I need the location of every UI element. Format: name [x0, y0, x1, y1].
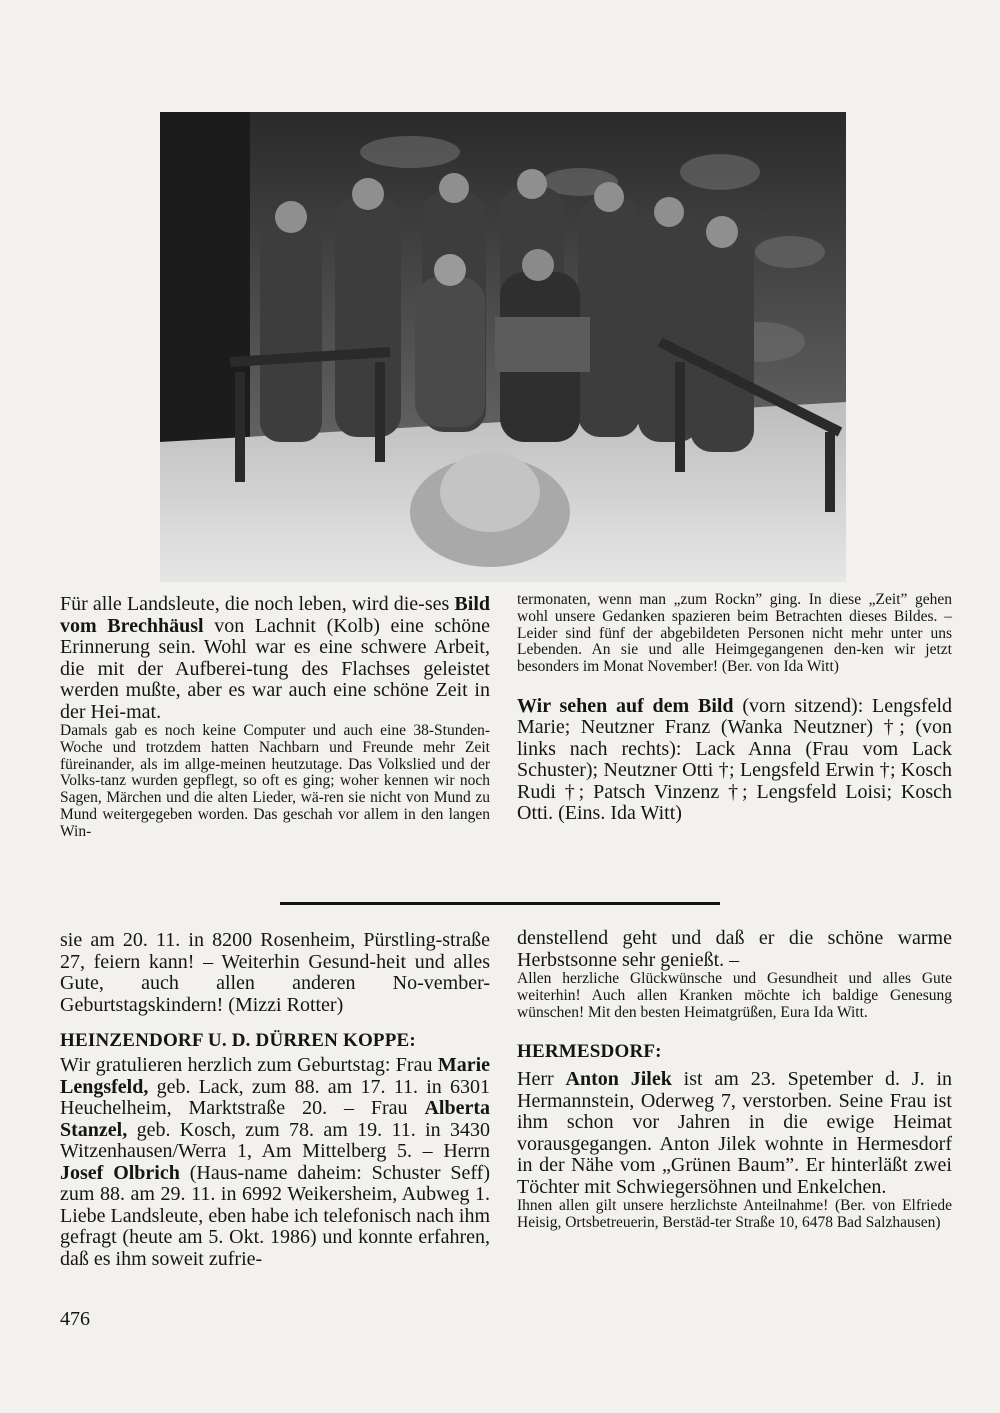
obituary-paragraph: Herr Anton Jilek ist am 23. Spetember d. J. in Hermannstein, Oderweg 7, verstorben. Seine Frau ist ihm schon vor Jahren in die ewige Heimat vorausgegangen. Anton Jilek wohnte in Hermesdorf in der Nähe vom „Grünen Baum”. Er hinterläßt zwei Töchter mit Schwiegersöhnen und Enkelchen. — [517, 1068, 953, 1198]
intro-paragraph: Für alle Landsleute, die noch leben, wird die-ses Bild vom Brechhäusl von Lachnit (Kolb) eine schöne Erinnerung sein. Wohl war es eine schwere Arbeit, die mit der Aufberei-tung des Flachses geleistet werden mußte, aber es war auch eine schöne Zeit in der Hei-mat. — [60, 593, 490, 723]
top-right-column — [517, 592, 952, 825]
continuation-paragraph: denstellend geht und daß er die schöne warme Herbstsonne sehr genießt. – — [517, 927, 952, 971]
birthday-paragraph: Wir gratulieren herzlich zum Geburtstag: Frau Marie Lengsfeld, geb. Lack, zum 88. am 17. 11. in 6301 Heuchelheim, Marktstraße 20. – Frau Alberta Stanzel, geb. Kosch, zum 78. am 19. 11. in 3430 Witzenhausen/Werra 1, Am Mittelberg 5. – Herrn Josef Olbrich (Haus-name daheim: Schuster Seff) zum 88. am 29. 11. in 6992 Weikersheim, Aubweg 1. Liebe Landsleute, eben habe ich telefonisch nach ihm gefragt (heute am 5. Okt. 1986) und konnte erfahren, daß es ihm soweit zufrie- — [60, 1054, 490, 1270]
history-paragraph: Damals gab es noch keine Computer und auch eine 38-Stunden-Woche und trotzdem hatten Nachbarn und Freunde mehr Zeit füreinander, als im allge-meinen heutzutage. Das Volkslied und der Volks-tanz wurden gepflegt, so oft es ging; woher kennen wir noch Sagen, Märchen und die alten Lieder, wä-ren sie nicht von Mund zu Mund weitergegeben worden. Das geschah vor allem in den langen Win- — [60, 722, 490, 840]
bottom-left-column — [60, 930, 490, 1270]
group-photo — [160, 112, 846, 582]
hermesdorf-heading: HERMESDORF: — [517, 1041, 662, 1063]
condolence-paragraph: Ihnen allen gilt unsere herzlichste Anteilnahme! (Ber. von Elfriede Heisig, Ortsbetreuerin, Berstäd-ter Straße 10, 6478 Bad Salzhausen) — [517, 1197, 952, 1232]
heinzendorf-heading: HEINZENDORF U. D. DÜRREN KOPPE: — [60, 1030, 416, 1051]
caption-paragraph: termonaten, wenn man „zum Rockn” ging. In diese „Zeit” gehen wohl unsere Gedanken spazieren beim Betrachten dieses Bildes. – Leider sind fünf der abgebildeten Personen nicht mehr unter uns Lebenden. An sie und alle Heimgegangenen den-ken wir jetzt besonders im Monat November! (Ber. von Ida Witt) — [517, 591, 952, 676]
wishes-paragraph: Allen herzliche Glückwünsche und Gesundheit und alles Gute weiterhin! Auch allen Kranken möchte ich baldige Genesung wünschen! Mit den besten Heimatgrüßen, Eura Ida Witt. — [517, 970, 952, 1021]
page-number: 476 — [60, 1308, 90, 1330]
bottom-right-column — [517, 928, 952, 1232]
section-divider — [280, 902, 720, 905]
people-list-paragraph: Wir sehen auf dem Bild (vorn sitzend): Lengsfeld Marie; Neutzner Franz (Wanka Neutzner) †; (von links nach rechts): Lack Anna (Frau vom Lack Schuster); Neutzner Otti †; Lengsfeld Erwin †; Kosch Rudi †; Patsch Vinzenz †; Lengsfeld Loisi; Kosch Otti. (Eins. Ida Witt) — [517, 694, 952, 825]
greeting-paragraph: sie am 20. 11. in 8200 Rosenheim, Pürstling-straße 27, feiern kann! – Weiterhin Gesund-heit und alles Gute, auch allen anderen No-vember-Geburtstagskindern! (Mizzi Rotter) — [60, 929, 490, 1016]
group-photo-icon — [160, 112, 846, 582]
top-left-column — [60, 594, 490, 841]
